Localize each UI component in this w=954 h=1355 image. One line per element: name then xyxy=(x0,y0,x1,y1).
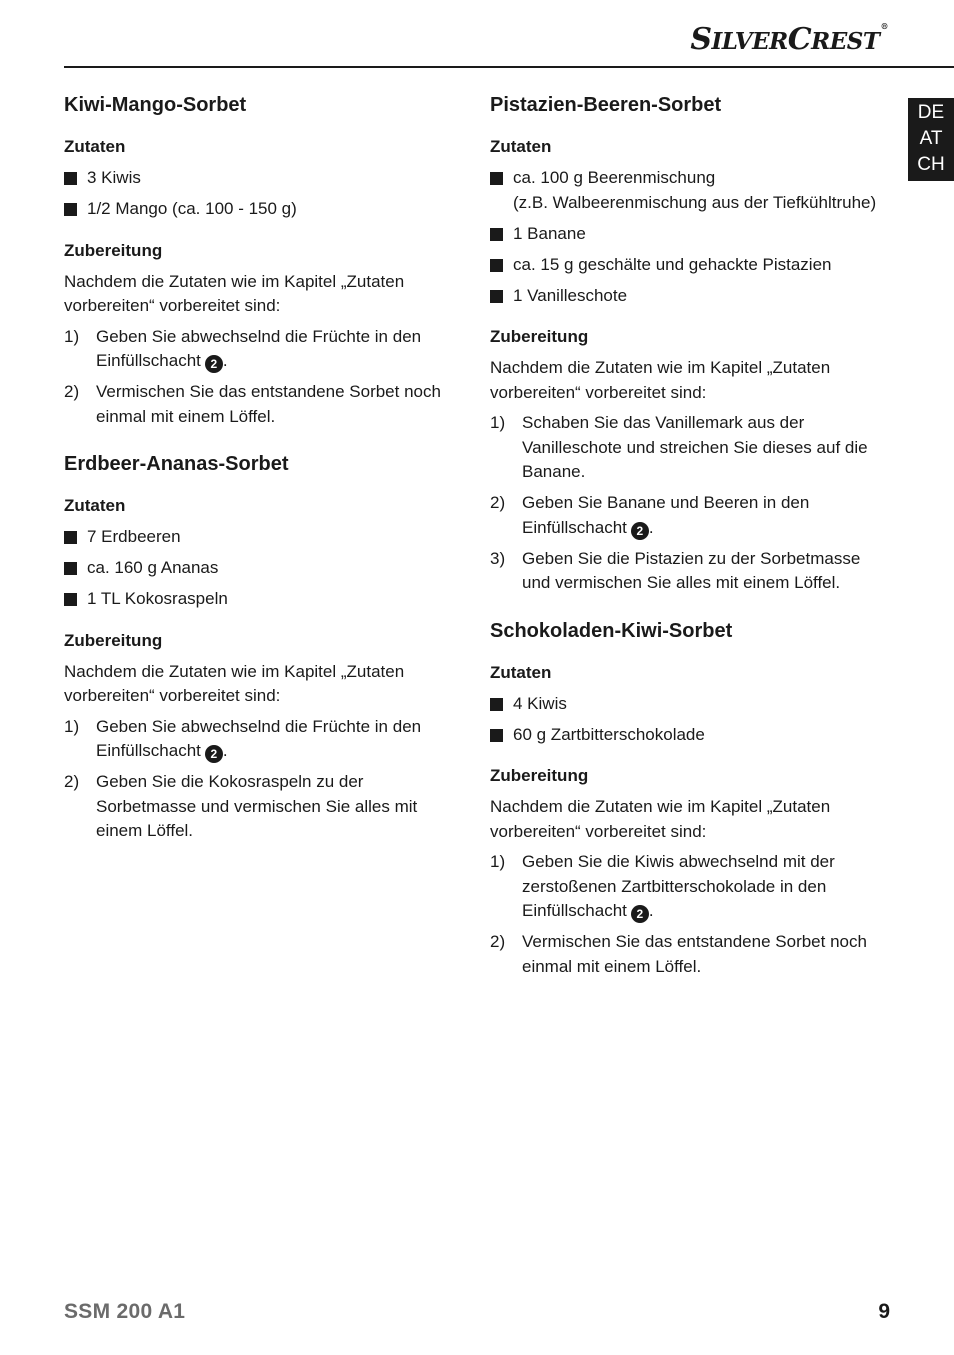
bullet-square-icon xyxy=(64,562,77,575)
ingredient-list xyxy=(490,692,892,748)
preparation-heading: Zubereitung xyxy=(490,327,589,346)
bullet-square-icon xyxy=(490,172,503,185)
recipe-title: Schokoladen-Kiwi-Sorbet xyxy=(490,619,733,642)
step-list xyxy=(490,850,892,979)
left-column xyxy=(64,92,466,866)
lang-de: DE xyxy=(917,102,945,123)
bullet-square-icon xyxy=(490,729,503,742)
list-item: 3 Kiwis xyxy=(64,166,466,191)
list-item: 1 Banane xyxy=(490,222,892,247)
list-item: 1 TL Kokosraspeln xyxy=(64,587,466,612)
bullet-square-icon xyxy=(490,259,503,272)
step-list xyxy=(490,411,892,596)
list-item: 4 Kiwis xyxy=(490,692,892,717)
list-item: 1/2 Mango (ca. 100 - 150 g) xyxy=(64,197,466,222)
list-item: 60 g Zartbitterschokolade xyxy=(490,723,892,748)
step-item: 1) Geben Sie abwechselnd die Früchte in den Einfüllschacht 2 . xyxy=(64,326,422,371)
step-item: 2) Vermischen Sie das entstandene Sorbet noch einmal mit einem Löffel. xyxy=(490,932,867,976)
ingredients-heading: Zutaten xyxy=(490,137,552,156)
recipe-title: Pistazien-Beeren-Sorbet xyxy=(490,94,722,116)
page-number: 9 xyxy=(878,1300,890,1323)
step-item: 2) Vermischen Sie das entstandene Sorbet noch einmal mit einem Löffel. xyxy=(64,382,441,426)
header-rule xyxy=(64,66,954,68)
ingredient-list xyxy=(490,166,892,308)
brand-logo: SILVERCREST® xyxy=(690,20,888,57)
ingredients-heading: Zutaten xyxy=(490,662,552,682)
ingredient-list xyxy=(64,166,466,222)
number-2-circle-icon: 2 xyxy=(205,355,223,373)
preparation-intro: Nachdem die Zutaten wie im Kapitel „Zutaten vorbereiten“ vorbereitet sind: xyxy=(64,661,405,705)
preparation-intro: Nachdem die Zutaten wie im Kapitel „Zutaten vorbereiten“ vorbereitet sind: xyxy=(490,797,831,841)
list-item: ca. 160 g Ananas xyxy=(64,556,466,581)
step-list xyxy=(64,325,466,430)
number-2-circle-icon: 2 xyxy=(631,522,649,540)
lang-at: AT xyxy=(919,128,943,149)
step-item: 2) Geben Sie die Kokosraspeln zu der Sorbetmasse und vermischen Sie alles mit einem Löffel. xyxy=(64,772,418,840)
recipe-kiwi-mango xyxy=(64,92,466,429)
preparation-intro: Nachdem die Zutaten wie im Kapitel „Zutaten vorbereiten“ vorbereitet sind: xyxy=(64,271,405,315)
ingredient-list xyxy=(64,525,466,612)
preparation-heading: Zubereitung xyxy=(64,240,163,260)
step-item: 1) Geben Sie die Kiwis abwechselnd mit der zerstoßenen Zartbitterschokolade in den Einfüllschacht 2 . xyxy=(490,852,835,921)
recipe-title: Erdbeer-Ananas-Sorbet xyxy=(64,453,289,475)
bullet-square-icon xyxy=(64,172,77,185)
bullet-square-icon xyxy=(64,531,77,544)
number-2-circle-icon: 2 xyxy=(631,905,649,923)
bullet-square-icon xyxy=(490,698,503,711)
preparation-heading: Zubereitung xyxy=(490,766,589,785)
step-item: 1) Geben Sie abwechselnd die Früchte in den Einfüllschacht 2 . xyxy=(64,716,422,761)
recipe-pistazien-beeren xyxy=(490,92,892,596)
recipe-erdbeer-ananas xyxy=(64,451,466,844)
list-item: 7 Erdbeeren xyxy=(64,525,466,550)
right-column xyxy=(490,92,892,1001)
bullet-square-icon xyxy=(490,228,503,241)
bullet-square-icon xyxy=(64,593,77,606)
preparation-intro: Nachdem die Zutaten wie im Kapitel „Zutaten vorbereiten“ vorbereitet sind: xyxy=(490,358,831,402)
ingredients-heading: Zutaten xyxy=(64,137,126,156)
bullet-square-icon xyxy=(64,203,77,216)
bullet-square-icon xyxy=(490,290,503,303)
step-item: 2) Geben Sie Banane und Beeren in den Einfüllschacht 2 . xyxy=(490,493,810,538)
lang-ch: CH xyxy=(917,154,945,175)
list-item: 1 Vanilleschote xyxy=(490,284,892,309)
language-tab xyxy=(908,98,954,181)
list-item: ca. 100 g Beerenmischung (z.B. Walbeerenmischung aus der Tiefkühltruhe) xyxy=(490,166,892,215)
step-list xyxy=(64,715,466,844)
number-2-circle-icon: 2 xyxy=(205,745,223,763)
recipe-schokoladen-kiwi xyxy=(490,618,892,980)
preparation-heading: Zubereitung xyxy=(64,630,163,650)
list-item: ca. 15 g geschälte und gehackte Pistazien xyxy=(490,253,892,278)
step-item: 3) Geben Sie die Pistazien zu der Sorbetmasse und vermischen Sie alles mit einem Löffel. xyxy=(490,548,861,592)
footer-model: SSM 200 A1 xyxy=(64,1300,186,1323)
recipe-title: Kiwi-Mango-Sorbet xyxy=(64,94,247,116)
step-item: 1) Schaben Sie das Vanillemark aus der Vanilleschote und streichen Sie dieses auf die Banane. xyxy=(490,413,868,481)
ingredients-heading: Zutaten xyxy=(64,496,126,515)
